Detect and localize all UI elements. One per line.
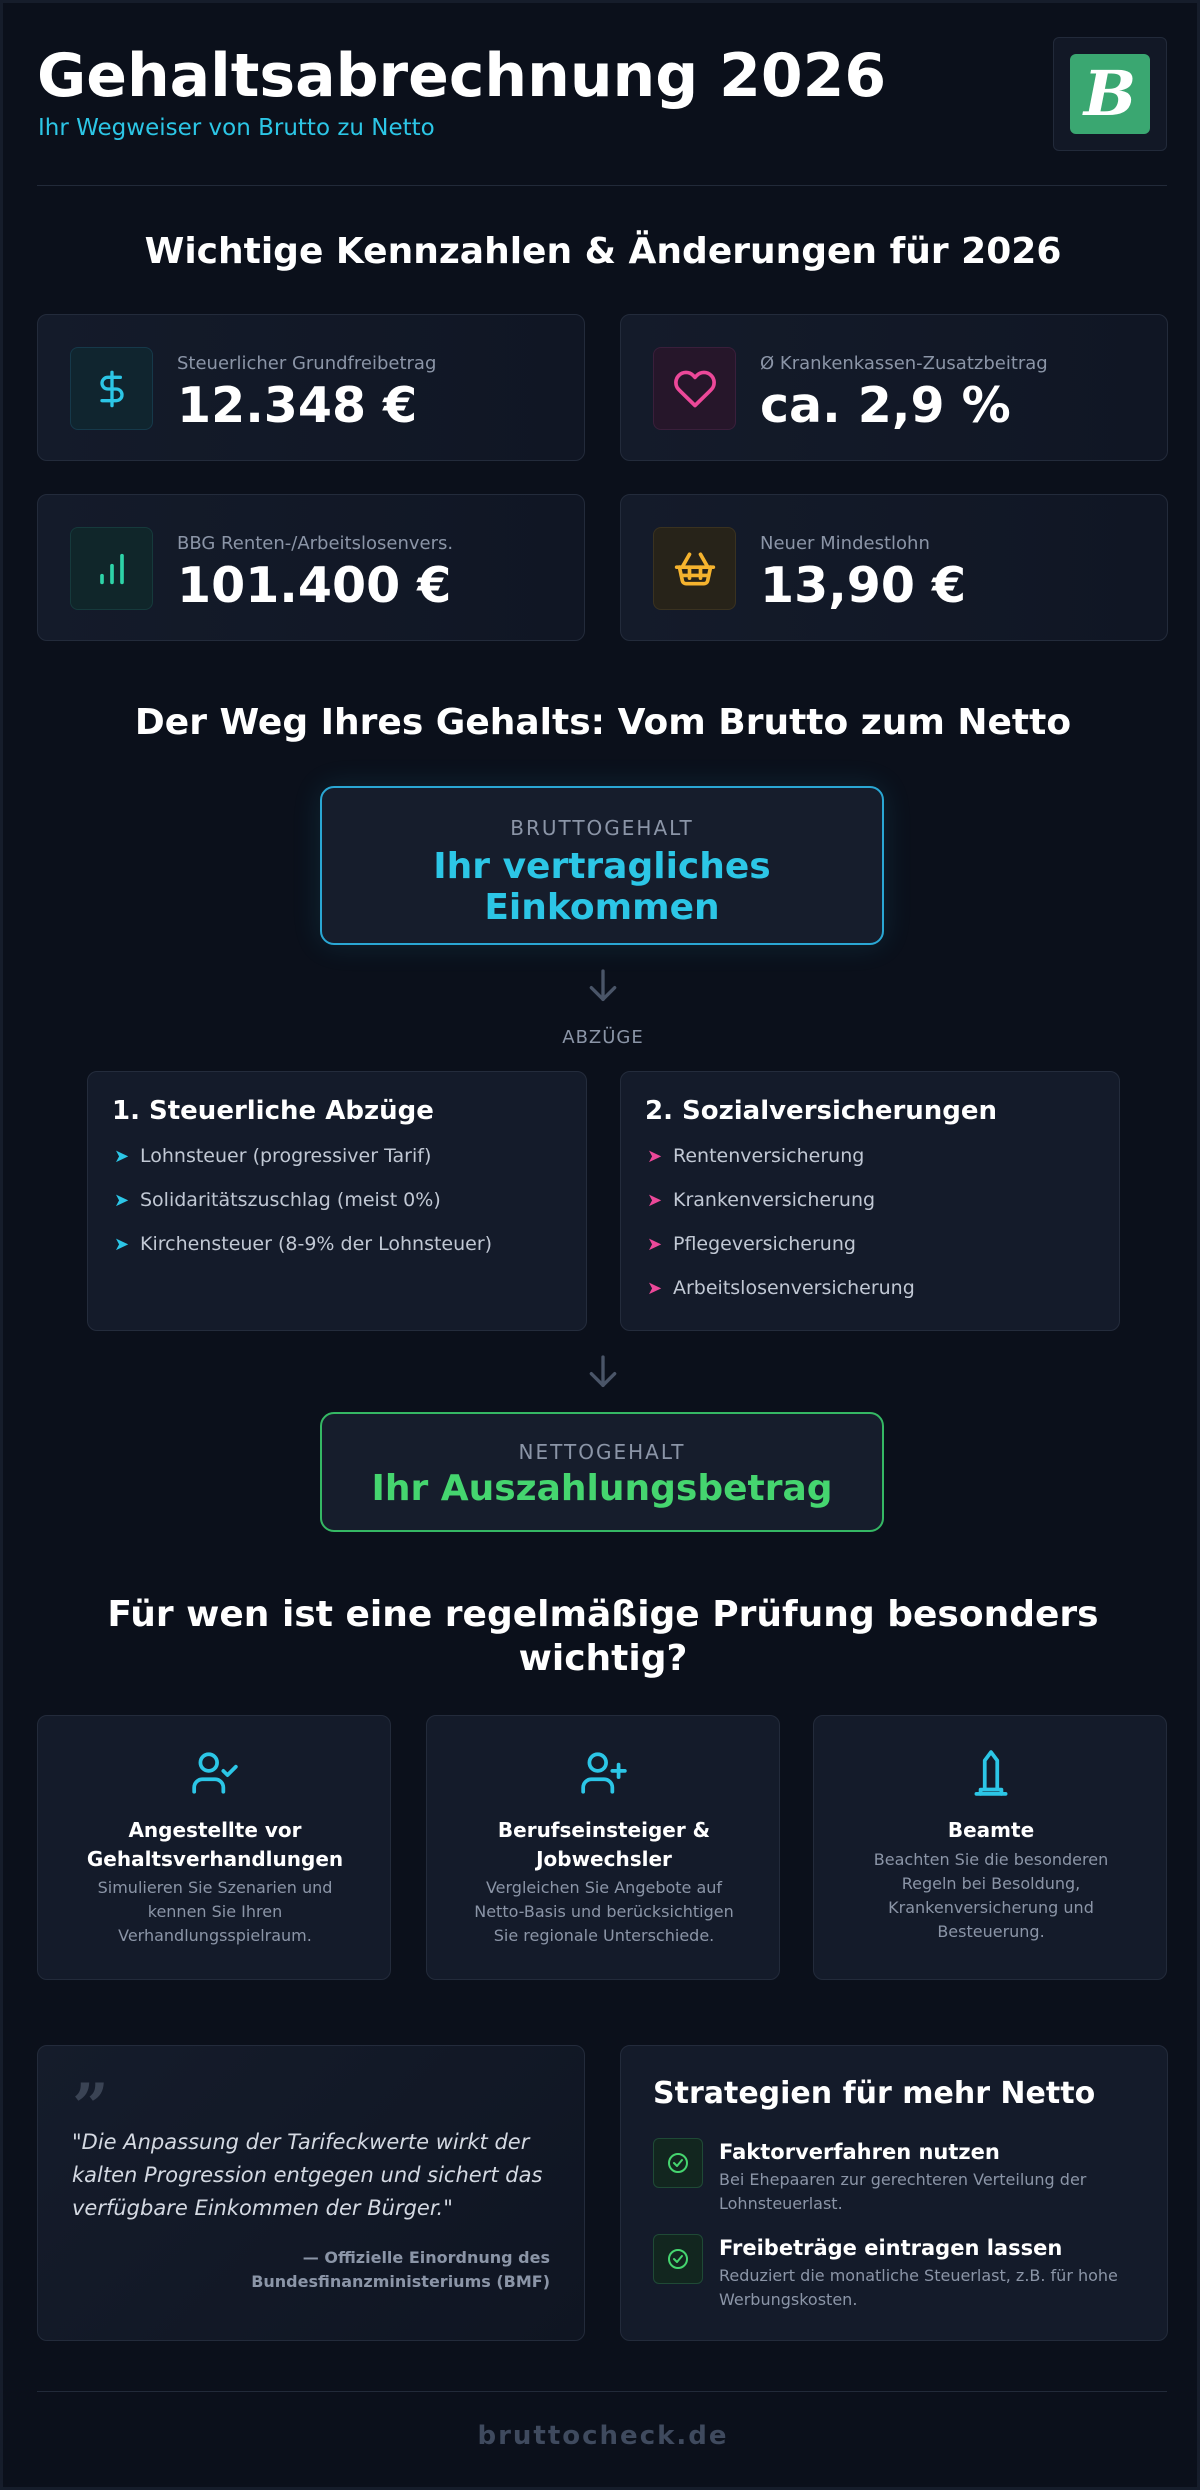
kpi-label: BBG Renten-/Arbeitslosenvers. — [177, 533, 454, 554]
kpi-card-bbg — [37, 494, 585, 641]
kpi-value: 101.400 € — [177, 557, 452, 614]
audience-card-title: Angestellte vor Gehaltsverhandlungen — [86, 1818, 344, 1871]
quote-text: "Die Anpassung der Tarifeckwerte wirkt der kalten Progression entgegen und sichert das verfügbare Einkommen der Bürger." — [72, 2130, 543, 2220]
arrow-down-icon — [583, 966, 623, 1006]
strategy-desc: Reduziert die monatliche Steuerlast, z.B. für hohe Werbungskosten. — [719, 2266, 1118, 2309]
dollar-icon — [70, 347, 153, 430]
chevron-right-icon: ➤ — [647, 1234, 663, 1255]
user-check-icon — [190, 1748, 240, 1798]
audience-card-desc: Beachten Sie die besonderen Regeln bei Besoldung, Krankenversicherung und Besteuerung. — [873, 1850, 1109, 1941]
kpi-label: Neuer Mindestlohn — [760, 533, 930, 554]
quote-source: — Offizielle Einordnung des Bundesfinanzministeriums (BMF) — [251, 2248, 550, 2291]
footer-divider — [37, 2391, 1167, 2392]
list-item: ➤ Pflegeversicherung — [647, 1233, 856, 1255]
netto-value: Ihr Auszahlungsbetrag — [371, 1468, 833, 1509]
page-title: Gehaltsabrechnung 2026 — [37, 41, 887, 111]
social-insurance-title: 2. Sozialversicherungen — [645, 1096, 998, 1126]
kpi-value: ca. 2,9 % — [760, 377, 1011, 434]
kpi-label: Steuerlicher Grundfreibetrag — [177, 353, 437, 374]
strategy-title: Freibeträge eintragen lassen — [719, 2236, 1063, 2260]
deductions-label: ABZÜGE — [562, 1027, 644, 1048]
brutto-value-line1: Ihr vertragliches — [433, 846, 771, 887]
chevron-right-icon: ➤ — [114, 1190, 130, 1211]
list-item: ➤ Kirchensteuer (8-9% der Lohnsteuer) — [114, 1233, 493, 1255]
bar-chart-icon — [70, 527, 153, 610]
kpi-value: 13,90 € — [760, 557, 967, 614]
chevron-right-icon: ➤ — [647, 1146, 663, 1167]
chevron-right-icon: ➤ — [114, 1146, 130, 1167]
strategies-title: Strategien für mehr Netto — [653, 2076, 1096, 2111]
footer-brand-link[interactable]: bruttocheck.de — [477, 2421, 729, 2451]
chevron-right-icon: ➤ — [114, 1234, 130, 1255]
kpi-card-zusatzbeitrag — [620, 314, 1168, 461]
header-divider — [37, 185, 1167, 186]
audience-card-desc: Vergleichen Sie Angebote auf Netto-Basis und berücksichtigen Sie regionale Unterschiede. — [474, 1878, 734, 1945]
audience-card-angestellte — [37, 1715, 391, 1980]
check-circle-icon — [653, 2138, 703, 2188]
kpi-label: Ø Krankenkassen-Zusatzbeitrag — [760, 353, 1048, 374]
audience-card-desc: Simulieren Sie Szenarien und kennen Sie Ihren Verhandlungsspielraum. — [97, 1878, 333, 1945]
audience-card-beamte — [813, 1715, 1167, 1980]
kpi-section-title: Wichtige Kennzahlen & Änderungen für 2026 — [144, 231, 1062, 272]
chevron-right-icon: ➤ — [647, 1278, 663, 1299]
netto-box — [320, 1412, 884, 1532]
list-item: ➤ Lohnsteuer (progressiver Tarif) — [114, 1145, 432, 1167]
heart-icon — [653, 347, 736, 430]
user-plus-icon — [579, 1748, 629, 1798]
monument-icon — [966, 1748, 1016, 1798]
page-subtitle: Ihr Wegweiser von Brutto zu Netto — [38, 115, 435, 141]
quote-card — [37, 2045, 585, 2341]
list-item: ➤ Arbeitslosenversicherung — [647, 1277, 915, 1299]
kpi-value: 12.348 € — [177, 377, 418, 434]
strategy-desc: Bei Ehepaaren zur gerechteren Verteilung der Lohnsteuerlast. — [719, 2170, 1087, 2213]
brutto-label: BRUTTOGEHALT — [510, 816, 694, 840]
strategies-card — [620, 2045, 1168, 2341]
audience-card-berufseinsteiger — [426, 1715, 780, 1980]
logo-letter: B — [1083, 57, 1137, 130]
audience-card-title: Beamte — [947, 1818, 1035, 1842]
brutto-value-line2: Einkommen — [484, 887, 720, 928]
social-insurance-card — [620, 1071, 1120, 1331]
list-item: ➤ Rentenversicherung — [647, 1145, 865, 1167]
kpi-card-mindestlohn — [620, 494, 1168, 641]
audience-section-title: Für wen ist eine regelmäßige Prüfung besonders wichtig? — [107, 1594, 1099, 1679]
flow-section-title: Der Weg Ihres Gehalts: Vom Brutto zum Netto — [134, 702, 1072, 743]
quote-icon: ” — [72, 2070, 109, 2145]
list-item: ➤ Krankenversicherung — [647, 1189, 876, 1211]
check-circle-icon — [653, 2234, 703, 2284]
chevron-right-icon: ➤ — [647, 1190, 663, 1211]
brutto-box — [320, 786, 884, 945]
arrow-down-icon — [583, 1352, 623, 1392]
logo[interactable] — [1053, 37, 1167, 151]
logo-badge — [1070, 54, 1150, 134]
basket-icon — [653, 527, 736, 610]
tax-deductions-title: 1. Steuerliche Abzüge — [112, 1096, 434, 1126]
netto-label: NETTOGEHALT — [518, 1440, 686, 1464]
audience-card-title: Berufseinsteiger & Jobwechsler — [497, 1818, 711, 1871]
kpi-card-grundfreibetrag — [37, 314, 585, 461]
list-item: ➤ Solidaritätszuschlag (meist 0%) — [114, 1189, 441, 1211]
tax-deductions-card — [87, 1071, 587, 1331]
strategy-title: Faktorverfahren nutzen — [719, 2140, 1000, 2164]
